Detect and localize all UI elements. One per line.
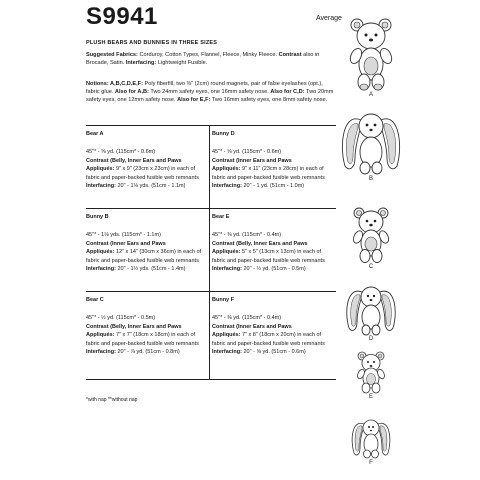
cell-contrast: Contrast (Belly, Inner Ears and Paws <box>86 323 182 330</box>
fabrics-contrast-text: also in Brocade, Satin. <box>86 52 320 66</box>
cell-applique-2: fabric and paper-backed fusible web remnants <box>86 257 199 264</box>
cell-interfacing: Interfacing: 20" - 1 yd. (51cm - 1.0m) <box>212 183 305 190</box>
notions-ab-text: Two 24mm safety eyes, one 16mm safety nose. <box>148 89 271 95</box>
bunny-d-illustration <box>343 280 399 336</box>
cell-fabric: 45"* - ⅝ yd. (115cm* - 0.6m) <box>212 149 282 156</box>
cell-applique-2: fabric and paper-backed fusible web remnants <box>86 340 199 347</box>
table-top-rule <box>86 125 336 126</box>
cell-heading: Bear A <box>86 131 104 137</box>
cell-applique: Appliqués: 7" x 7" (18cm x 18cm) in each of <box>86 332 196 339</box>
table-bottom-rule <box>86 379 336 380</box>
figure-bunny-d <box>336 280 406 342</box>
cell-interfacing: Interfacing: 20" - 1⅛ yds. (51cm - 1.1m) <box>86 183 186 190</box>
figure-label: E <box>368 394 373 400</box>
cell-fabric: 45"* - ⅝ yd. (115cm* - 0.6m) <box>86 149 156 156</box>
bunny-f-illustration <box>349 414 393 460</box>
fabrics-text: Corduroy, Cotton Types, Flannel, Fleece, Minky Fleece. <box>137 52 279 58</box>
cell-contrast: Contrast (Belly, Inner Ears and Paws <box>212 240 308 247</box>
cell-applique-2: fabric and paper-backed fusible web remnants <box>86 174 199 181</box>
notions-text: Poly fiberfill, two ⅜" (2cm) round magnets, pair of false eyelashes (opt.), fabric glue. <box>86 81 323 95</box>
figure-bear-a <box>336 16 406 98</box>
figure-label: D <box>368 336 374 342</box>
figure-label: A <box>368 92 373 98</box>
fabrics-interfacing-text: Lightweight Fusible. <box>156 60 208 66</box>
cell-heading: Bear C <box>86 297 104 303</box>
size-label: Average <box>316 15 342 22</box>
fabrics-contrast-label: Contrast <box>278 52 302 58</box>
notions-ab-label: Also for A,B: <box>114 89 149 95</box>
cell-contrast: Contrast (Inner Ears and Paws <box>212 157 292 164</box>
cell-interfacing: Interfacing: 20" - ⅝ yd. (51cm - 0.6m) <box>212 349 306 356</box>
cell-contrast: Contrast (Inner Ears and Paws <box>86 240 166 247</box>
cell-applique: Appliqués: 9" x 11" (23cm x 28cm) in each of <box>212 166 324 173</box>
notions-label: Notions: A,B,C,D,E,F: <box>86 81 143 87</box>
fabric-cell-bear-c <box>86 296 208 356</box>
cell-interfacing: Interfacing: 20" - ⅞ yd. (51cm - 0.8m) <box>86 349 180 356</box>
fabric-cell-bunny-f <box>212 296 334 356</box>
table-column-divider <box>209 125 210 379</box>
notions-cd-label: Also for C,D: <box>270 89 305 95</box>
figure-bunny-b <box>336 106 406 182</box>
fabric-cell-bunny-d <box>212 130 334 190</box>
cell-heading: Bunny B <box>86 214 109 220</box>
table-row-rule-1 <box>86 208 336 209</box>
notions-cd-text: Two 20mm safety eyes, one 12mm safety nose. <box>86 89 334 103</box>
bear-c-illustration <box>352 206 390 264</box>
cell-heading: Bunny F <box>212 297 234 303</box>
cell-heading: Bear E <box>212 214 230 220</box>
notions-ef-label: Also for E,F: <box>177 97 211 103</box>
figure-bear-e <box>336 350 406 400</box>
pattern-subtitle: PLUSH BEARS AND BUNNIES IN THREE SIZES <box>86 40 218 46</box>
cell-applique: Appliqués: 7" x 8" (18cm x 20cm) in each of <box>212 332 322 339</box>
figure-bunny-f <box>336 414 406 466</box>
fabric-cell-bear-e <box>212 213 334 273</box>
cell-applique-2: fabric and paper-backed fusible web remnants <box>212 174 325 181</box>
footnote: *with nap **without nap <box>86 397 138 403</box>
cell-applique: Appliqués: 12" x 14" (30cm x 36cm) in each of <box>86 249 202 256</box>
fabrics-label: Suggested Fabrics: <box>86 52 138 58</box>
table-row-rule-2 <box>86 291 336 292</box>
cell-heading: Bunny D <box>212 131 235 137</box>
figure-label: C <box>368 264 374 270</box>
notions <box>86 80 336 104</box>
figure-label: B <box>368 176 373 182</box>
cell-fabric: 45"* - 1⅛ yds. (115cm* - 1.1m) <box>86 232 161 239</box>
bunny-b-illustration <box>339 106 403 176</box>
cell-interfacing: Interfacing: 20" - ½ yd. (51cm - 0.5m) <box>212 266 306 273</box>
pattern-number: S9941 <box>86 3 158 30</box>
cell-interfacing: Interfacing: 20" - 1½ yds. (51cm - 1.4m) <box>86 266 186 273</box>
cell-fabric: 45"* - ⅜ yd. (115cm* - 0.4m) <box>212 315 282 322</box>
bear-e-illustration <box>356 350 386 394</box>
cell-contrast: Contrast (Inner Ears and Paws <box>212 323 292 330</box>
cell-contrast: Contrast (Belly, Inner Ears and Paws <box>86 157 182 164</box>
cell-applique: Appliqués: 9" x 9" (23cm x 23cm) in each of <box>86 166 196 173</box>
cell-fabric: 45"* - ½ yd. (115cm* - 0.5m) <box>86 315 156 322</box>
suggested-fabrics <box>86 51 336 67</box>
fabric-cell-bunny-b <box>86 213 208 273</box>
cell-fabric: 45"* - ⅜ yd. (115cm* - 0.4m) <box>212 232 282 239</box>
bear-a-illustration <box>348 16 394 92</box>
cell-applique-2: fabric and paper-backed fusible web remnants <box>212 340 325 347</box>
cell-applique: Appliqués: 5" x 5" (13cm x 13cm) in each of <box>212 249 322 256</box>
fabrics-interfacing-label: Interfacing: <box>125 60 157 66</box>
cell-applique-2: fabric and paper-backed fusible web remnants <box>212 257 325 264</box>
notions-ef-text: Two 16mm safety eyes, one 8mm safety nose. <box>210 97 328 103</box>
fabric-cell-bear-a <box>86 130 208 190</box>
figure-bear-c <box>336 206 406 270</box>
figure-label: F <box>369 460 373 466</box>
